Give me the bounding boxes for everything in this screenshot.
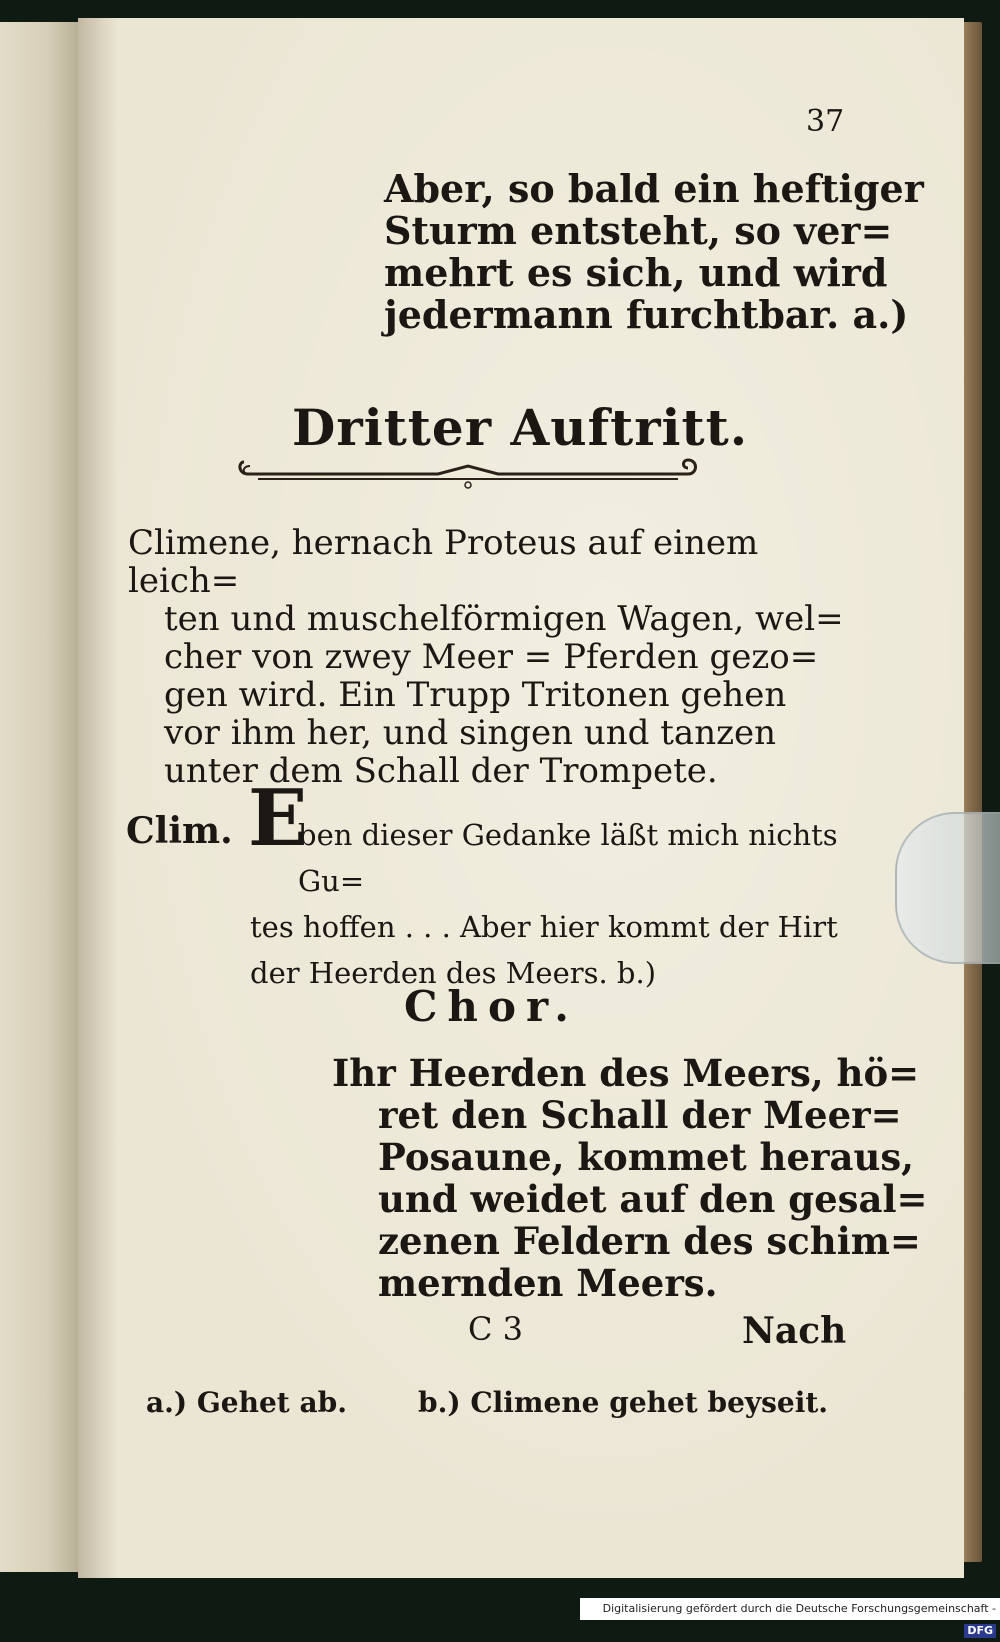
- speech-line: tes hoffen . . . Aber hier kommt der Hirt: [250, 910, 838, 944]
- speech-block: [250, 812, 840, 996]
- stage-line: Climene, hernach Proteus auf einem leich=: [128, 523, 759, 601]
- speech-line: der Heerden des Meers. b.): [250, 956, 657, 990]
- drop-cap-initial: E: [248, 773, 308, 864]
- lyric-line: zenen Feldern des schim=: [378, 1219, 921, 1263]
- ornamental-rule: [238, 452, 698, 492]
- lyric-line: und weidet auf den gesal=: [378, 1177, 928, 1221]
- lyric-line: mernden Meers.: [378, 1261, 718, 1305]
- credit-text: Digitalisierung gefördert durch die Deutsche Forschungsgemeinschaft -: [602, 1602, 996, 1615]
- verse-line: jedermann furchtbar. a.): [384, 292, 909, 337]
- stage-line: ten und muschelförmigen Wagen, wel=: [164, 599, 844, 639]
- lyric-line: Ihr Heerden des Meers, hö=: [332, 1051, 920, 1095]
- verse-line: mehrt es sich, und wird: [384, 250, 888, 295]
- speech-line: ben dieser Gedanke läßt mich nichts Gu=: [298, 818, 838, 898]
- dfg-logo: DFG: [964, 1624, 996, 1638]
- stage-line: gen wird. Ein Trupp Tritonen gehen: [164, 675, 787, 715]
- stage-line: vor ihm her, und singen und tanzen: [164, 713, 777, 753]
- scanner-thumb-clip: [895, 812, 1000, 964]
- digitization-credit: [580, 1598, 1000, 1637]
- stage-direction: [128, 524, 848, 790]
- page-number: 37: [806, 104, 845, 139]
- catchword: Nach: [742, 1310, 847, 1352]
- signature-mark: C 3: [468, 1310, 524, 1348]
- verse-line: Aber, so bald ein heftiger: [384, 166, 924, 211]
- verse-block: [384, 166, 924, 337]
- stage-line: unter dem Schall der Trompete.: [164, 751, 718, 791]
- chorus-lyrics: [332, 1051, 928, 1305]
- facing-page-edge: [0, 22, 78, 1572]
- chorus-heading: Chor.: [404, 982, 579, 1031]
- footnote-a: a.) Gehet ab.: [146, 1386, 347, 1419]
- lyric-line: ret den Schall der Meer=: [378, 1093, 902, 1137]
- speaker-label: Clim.: [126, 810, 233, 852]
- scene-title: Dritter Auftritt.: [292, 398, 749, 457]
- page-gutter-shadow: [78, 18, 118, 1578]
- lyric-line: Posaune, kommet heraus,: [378, 1135, 915, 1179]
- stage-line: cher von zwey Meer = Pferden gezo=: [164, 637, 819, 677]
- footnote-b: b.) Climene gehet beyseit.: [418, 1386, 829, 1419]
- verse-line: Sturm entsteht, so ver=: [384, 208, 893, 253]
